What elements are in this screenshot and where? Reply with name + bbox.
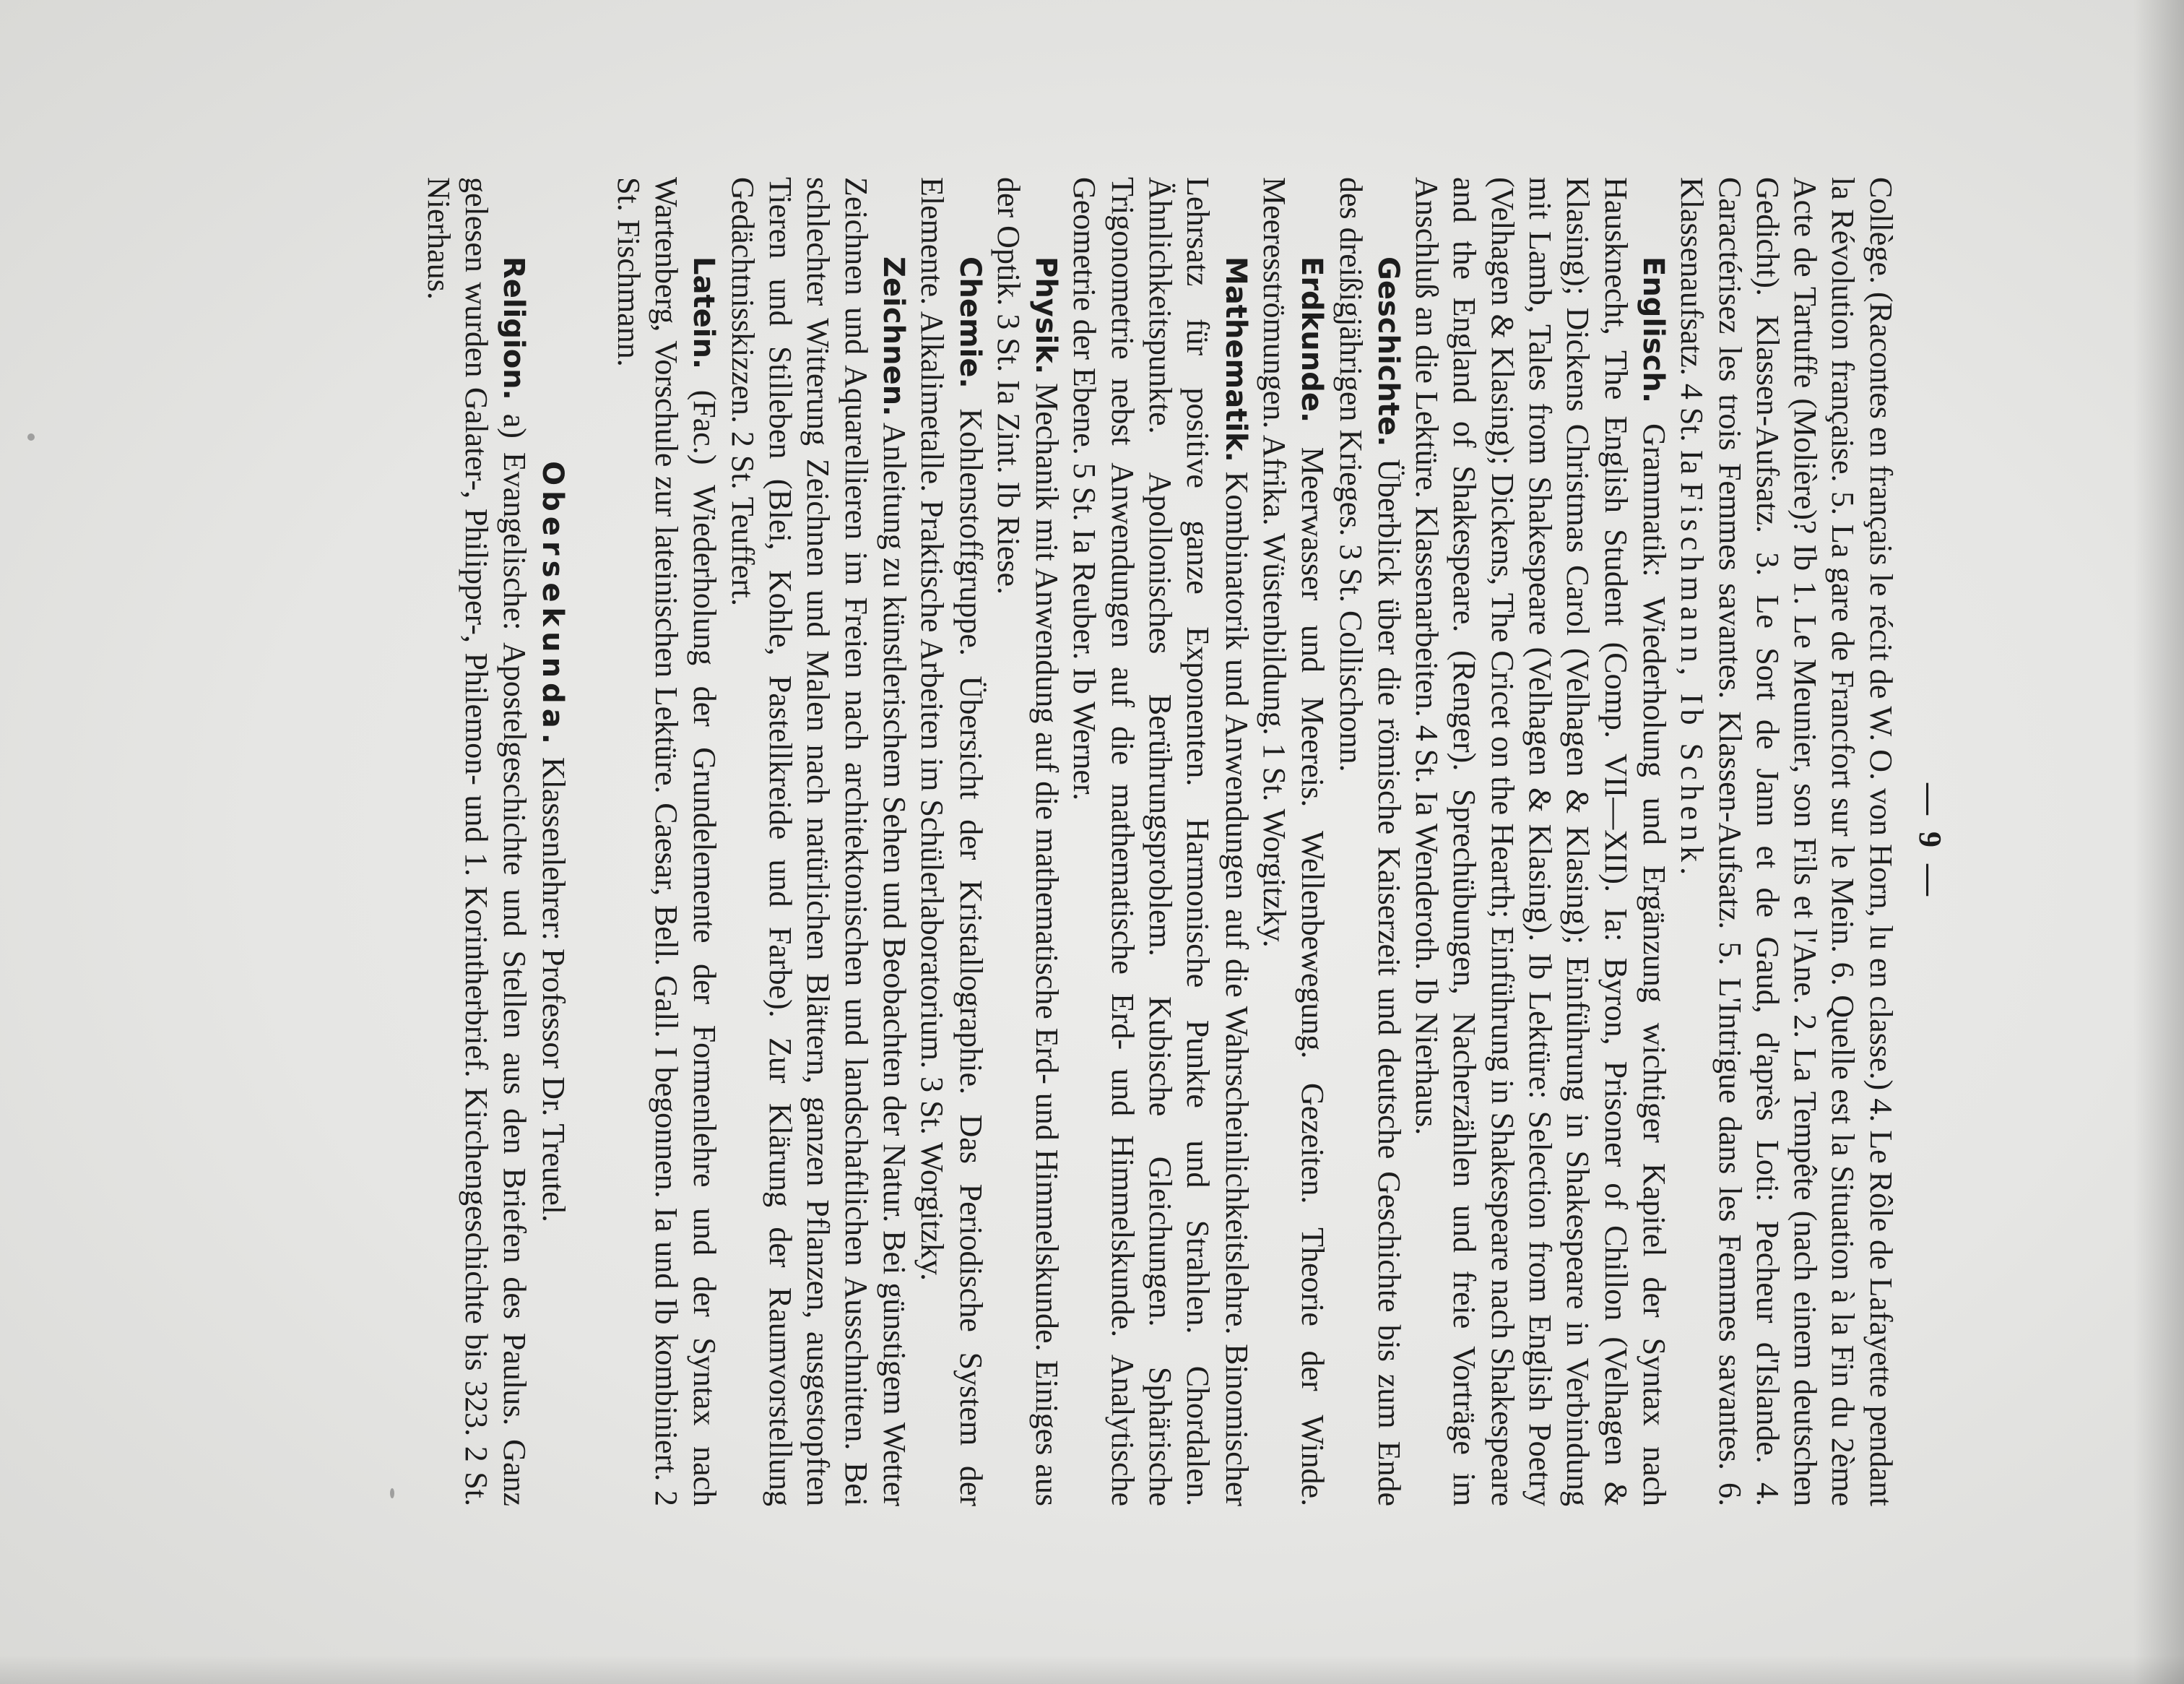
paragraph-erdkunde — [1255, 177, 1332, 1506]
page-bottom-shadow — [0, 1655, 2184, 1684]
subject-heading: Physik. — [1029, 256, 1063, 375]
paragraph-physik — [989, 177, 1066, 1506]
paragraph-franzoesisch-continued — [1673, 177, 1899, 1506]
dust-speck — [27, 433, 35, 441]
subject-heading: Geschichte. — [1371, 256, 1405, 447]
subject-heading: Englisch. — [1636, 256, 1670, 404]
paragraph-text: Mechanik mit Anwendung auf die mathematische Erd- und Himmelskunde. Einiges aus der Optik. 3 St. Ia Zint. Ib Riese. — [990, 177, 1065, 1507]
document-page — [211, 148, 1973, 1535]
paragraph-text: Kombinatorik und Anwendungen auf die Wahrscheinlichkeitslehre. Binomischer Lehrsatz für positive ganze Exponenten. Harmonische Punkte und Strahlen. Chordalen. Ähnlichkeitspunkte. Apollonisches Berührungsproblem. Kubische Gleichungen. Sphärische Trigonometrie nebst Anwendungen auf die mathematische Erd- und Himmelskunde. Analytische Geometrie der Ebene. 5 St. Ia Reuber. Ib Werner. — [1067, 177, 1254, 1506]
paragraph-text: Anleitung zu künstlerischem Sehen und Beobachten der Natur. Bei günstigem Wetter Zeichnen und Aquarellieren im Freien nach architektonischen und landschaftlichen Ausschnitten. Bei schlechter Witterung Zeichnen und Malen nach natürlichen Blättern, ganzen Pflanzen, ausgestopften Tieren und Stilleben (Blei, Kohle, Pastellkreide und Farbe). Zur Klärung der Raumvorstellung Gedächtnisskizzen. 2 St. Teuffert. — [724, 177, 912, 1506]
paragraph-text: Collège. (Racontes en français le récit de W. O. von Horn, lu en classe.) 4. Le Rôle de Lafayette pendant la Révolution française. 5. La gare de Francfort sur le Mein. 6. Quelle est la Situation à la Fin du 2ème Acte de Tartuffe (Molière)? Ib 1. Le Meunier, son Fils et l'Ane. 2. La Tempête (nach einem deutschen Gedicht). Klassen-Aufsatz. 3. Le Sort de Jann et de Gaud, d'après Loti: Pecheur d'Islande. 4. Caractérisez les trois Femmes savantes. Klassen-Aufsatz. 5. L'Intrigue dans les Femmes savantes. 6. Klassenaufsatz. 4 St. Ia — [1674, 177, 1899, 1506]
teacher-names: Fischmann, Ib Schenk. — [1674, 482, 1710, 881]
paragraph-zeichnen — [724, 177, 913, 1506]
paragraph-geschichte — [1331, 177, 1408, 1506]
class-teacher-line: Klassenlehrer: Professor Dr. Treutel. — [535, 756, 571, 1222]
paragraph-latein — [610, 177, 724, 1506]
paragraph-text: Kohlenstoffgruppe. Übersicht der Kristallographie. Das Periodische System der Elemente. Alkalimetalle. Praktische Arbeiten im Schülerlaboratorium. 3 St. Worgitzky. — [914, 177, 989, 1506]
subject-heading: Zeichnen. — [876, 256, 910, 417]
subject-heading: Erdkunde. — [1295, 256, 1329, 423]
section-heading-obersekunda — [533, 177, 571, 1506]
paragraph-mathematik — [1065, 177, 1254, 1506]
subject-heading: Religion. — [497, 256, 531, 400]
paragraph-text: Grammatik: Wiederholung und Ergänzung wichtiger Kapitel der Syntax nach Hausknecht, The English Student (Comp. VII—XII). Ia: Byron, Prisoner of Chillon (Velhagen & Klasing); Dickens Christmas Carol (Velhagen & Klasing); Einführung in Shakespeare in Verbindung mit Lamb, Tales from Shakespeare (Velhagen & Klasing). Ib Lektüre: Selection from English Poetry (Velhagen & Klasing); Dickens, The Cricet on the Hearth; Einführung in Shakespeare nach Shakespeare and the England of Shakespeare. (Renger). Sprechübungen, Nacherzählen und freie Vorträge im Anschluß an die Lektüre. Klassenarbeiten. 4 St. Ia Wenderoth. Ib Nierhaus. — [1409, 177, 1672, 1506]
paragraph-religion — [419, 177, 533, 1506]
class-heading: Obersekunda. — [535, 461, 569, 749]
paragraph-text: (Fac.) Wiederholung der Grundelemente der Formenlehre und der Syntax nach Wartenberg, Vorschule zur lateinischen Lektüre. Caesar, Bell. Gall. I begonnen. Ia und Ib kombiniert. 2 St. Fischmann. — [610, 177, 723, 1507]
page-number: — 9 — — [1912, 783, 1948, 900]
paragraph-text: a) Evangelische: Apostelgeschichte und Stellen aus den Briefen des Paulus. Ganz gelesen wurden Galater-, Philipper-, Philemon- und 1. Korintherbrief. Kirchengeschichte bis 323. 2 St. Nierhaus. — [420, 177, 533, 1507]
paragraph-chemie — [913, 177, 989, 1506]
subject-heading: Chemie. — [953, 256, 987, 389]
paragraph-englisch — [1408, 177, 1673, 1506]
page-edge-shadow — [2133, 0, 2184, 1684]
paragraph-text: Meerwasser und Meereis. Wellenbewegung. Gezeiten. Theorie der Winde. Meeresströmungen. Afrika. Wüstenbildung. 1 St. Worgitzky. — [1256, 177, 1331, 1506]
subject-heading: Mathematik. — [1218, 256, 1252, 462]
paragraph-text: Überblick über die römische Kaiserzeit und deutsche Geschichte bis zum Ende des dreißigjährigen Krieges. 3 St. Collischonn. — [1332, 177, 1407, 1507]
subject-heading: Latein. — [687, 256, 721, 370]
